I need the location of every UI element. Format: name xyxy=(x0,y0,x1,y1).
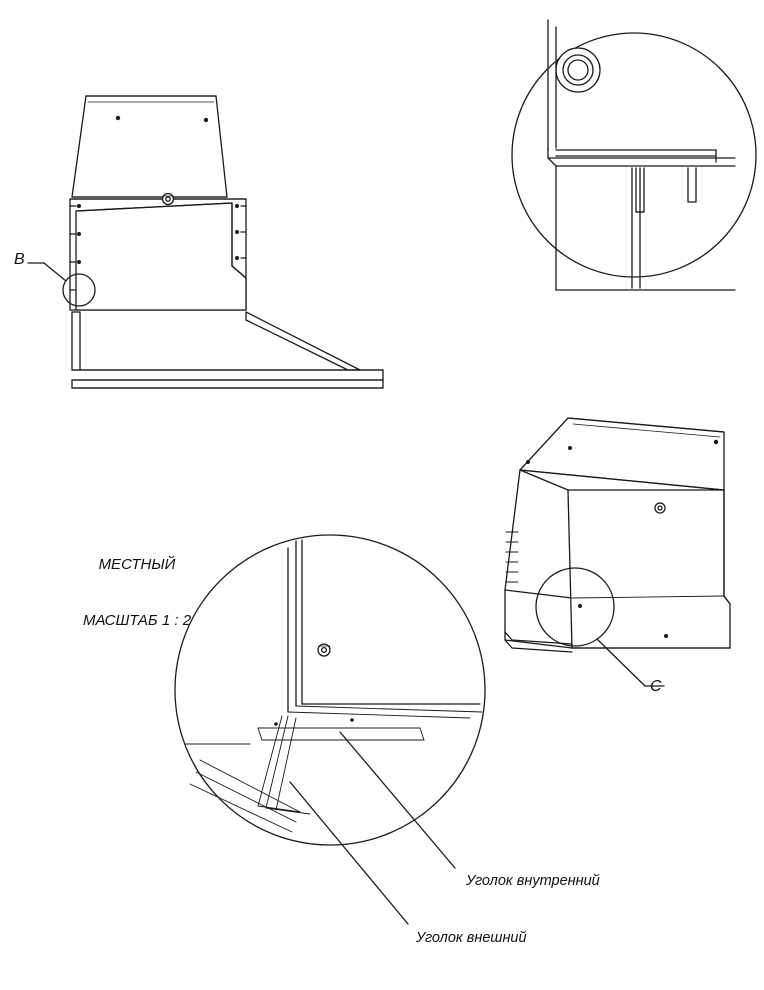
local-scale-note-line2: МАСШТАБ 1 : 2 xyxy=(82,611,192,629)
local-scale-note-line1: МЕСТНЫЙ xyxy=(98,555,176,573)
isometric-view xyxy=(505,418,730,652)
side-elevation-view xyxy=(70,96,383,388)
callout-inner-angle: Уголок внутренний xyxy=(466,873,600,889)
local-scale-note xyxy=(42,518,232,668)
callout-outer-angle: Уголок внешний xyxy=(416,930,527,946)
detail-label-b: B xyxy=(14,251,25,268)
detail-label-c: C xyxy=(650,678,662,695)
detail-view-top-right xyxy=(512,20,756,290)
